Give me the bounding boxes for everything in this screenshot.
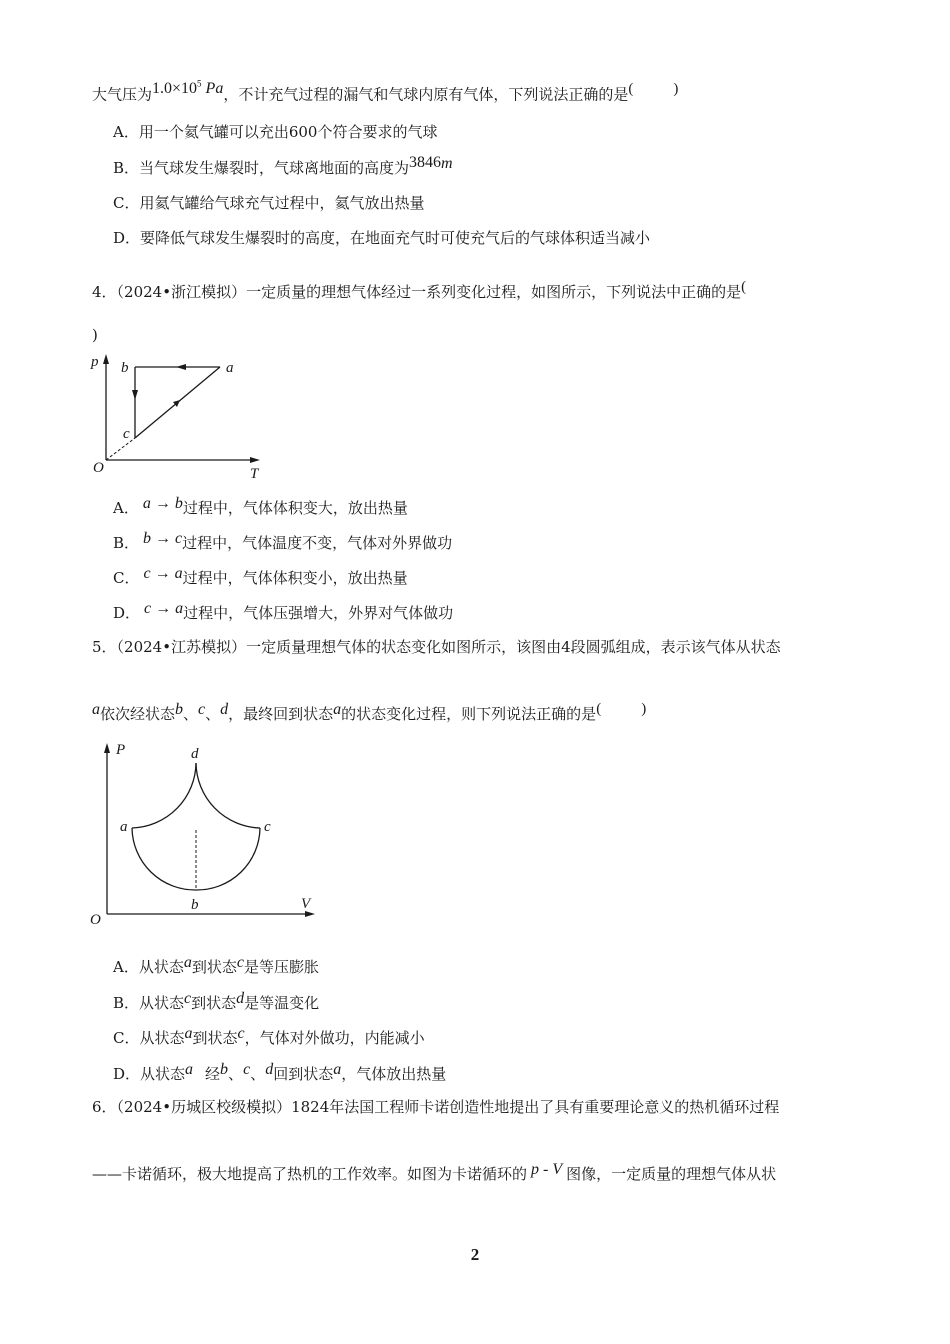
q5-option-b[interactable]: B．从状态c到状态d是等温变化 <box>113 990 320 1012</box>
q6-stem-line1: 6．（2024•历城区校级模拟）1824年法国工程师卡诺创造性地提出了具有重要理论意义的热机循环过程 <box>92 1098 780 1116</box>
q4-label-p: p <box>91 354 99 370</box>
q4-label-O: O <box>93 460 104 476</box>
q3-option-c[interactable]: C．用氦气罐给气球充气过程中，氦气放出热量 <box>113 194 425 212</box>
q4-arrow-bc <box>132 390 138 400</box>
q4-arrow-ab <box>176 364 186 370</box>
q5-label-a: a <box>120 819 128 835</box>
q3-stem: 大气压为$1.0\times 10^5$ Pa，不计充气过程的漏气和气球内原有气体，下列说法正确的是( ) <box>92 79 679 104</box>
q5-option-d[interactable]: D．从状态a 经b、c、d回到状态a，气体放出热量 <box>113 1061 447 1083</box>
q5-label-d: d <box>191 746 199 762</box>
q4-stem: 4．（2024•浙江模拟）一定质量的理想气体经过一系列变化过程，如图所示，下列说法中正确的是( <box>92 279 747 301</box>
q4-label-T: T <box>250 466 259 480</box>
q5-label-b: b <box>191 897 199 913</box>
q5-stem-line1: 5．（2024•江苏模拟）一定质量理想气体的状态变化如图所示，该图由4段圆弧组成，表示该气体从状态 <box>92 638 781 656</box>
q4-x-arrow <box>250 457 260 463</box>
q4-option-b[interactable]: B． b → c过程中，气体温度不变，气体对外界做功 <box>113 530 453 552</box>
q5-y-arrow <box>104 743 110 753</box>
q3-option-a[interactable]: A．用一个氦气罐可以充出600个符合要求的气球 <box>113 123 438 141</box>
q5-label-c: c <box>264 819 271 835</box>
q5-arc-da <box>132 763 196 828</box>
q4-label-a: a <box>226 360 234 376</box>
q4-option-c[interactable]: C． c → a过程中，气体体积变小，放出热量 <box>113 565 408 587</box>
q5-arc-bc <box>196 828 260 890</box>
q5-label-O: O <box>90 912 101 928</box>
q4-y-arrow <box>103 354 109 364</box>
q4-option-a[interactable]: A． a → b过程中，气体体积变大，放出热量 <box>113 495 408 517</box>
q5-stem-line2: a依次经状态b、c、d，最终回到状态a的状态变化过程，则下列说法正确的是( ) <box>92 701 647 723</box>
q6-stem-line2: ——卡诺循环，极大地提高了热机的工作效率。如图为卡诺循环的 p - V 图像，一定质量的理想气体从状 <box>92 1161 777 1183</box>
q3-option-b[interactable]: B．当气球发生爆裂时，气球离地面的高度为3846m <box>113 154 453 177</box>
q4-label-b: b <box>121 360 129 376</box>
q4-pT-diagram <box>88 350 268 480</box>
page-number: 2 <box>470 1245 480 1264</box>
q4-option-d[interactable]: D． c → a过程中，气体压强增大，外界对气体做功 <box>113 600 454 622</box>
q5-PV-diagram <box>86 738 326 933</box>
q5-option-a[interactable]: A．从状态a到状态c是等压膨胀 <box>113 954 319 976</box>
q5-label-V: V <box>301 896 311 912</box>
q3-option-d[interactable]: D．要降低气球发生爆裂时的高度，在地面充气时可使充气后的气球体积适当减小 <box>113 229 651 247</box>
q4-dashed-line <box>106 438 135 460</box>
q5-arc-ab <box>132 828 196 890</box>
q4-paren-close: ) <box>92 326 98 344</box>
q5-option-c[interactable]: C．从状态a到状态c，气体对外做功，内能减小 <box>113 1025 425 1047</box>
q5-arc-cd <box>196 763 260 828</box>
q5-label-P: P <box>116 742 126 758</box>
q3-pressure-value: $1.0\times 10^5$ Pa <box>152 79 224 98</box>
q4-label-c: c <box>123 426 130 442</box>
